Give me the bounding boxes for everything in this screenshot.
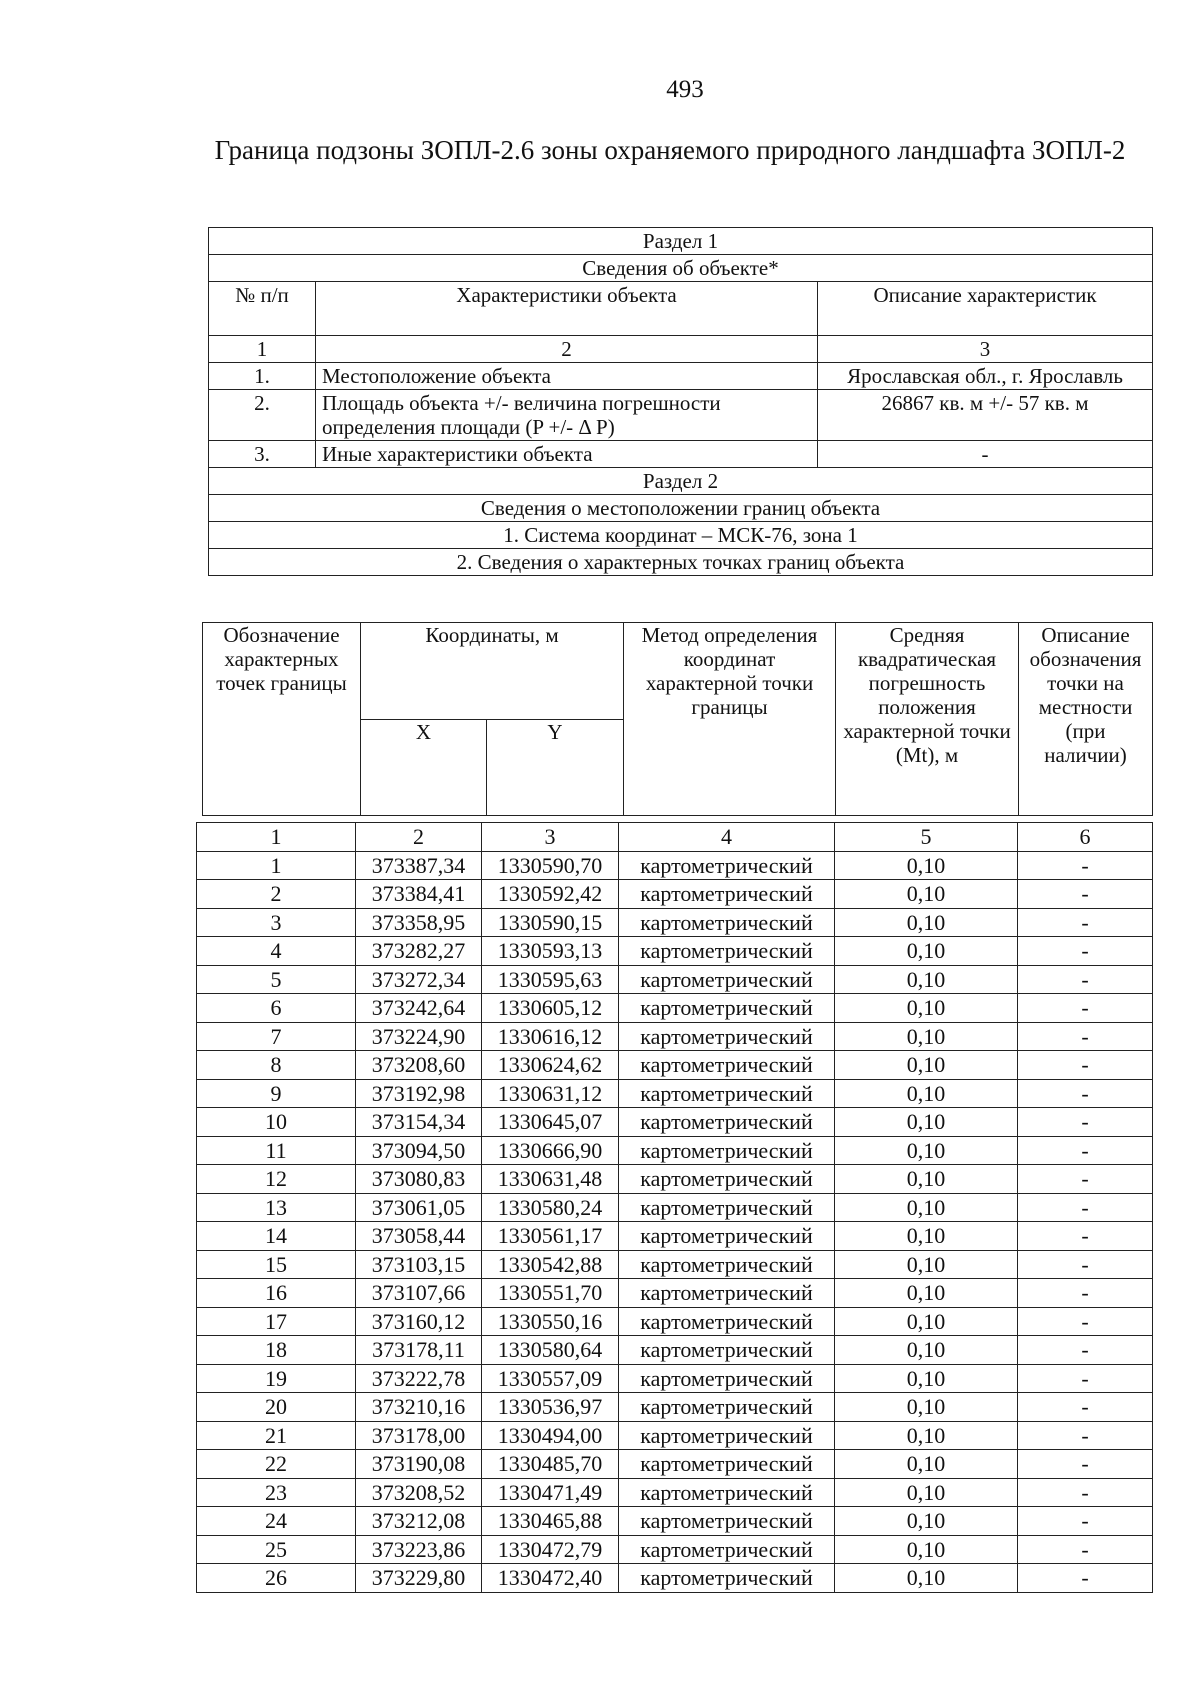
point-number: 8 <box>197 1051 356 1080</box>
table-row <box>197 1421 1153 1450</box>
coord-x: 373358,95 <box>356 908 482 937</box>
method: картометрический <box>619 851 835 880</box>
row-characteristic: Местоположение объекта <box>316 363 818 390</box>
point-description: - <box>1018 1108 1153 1137</box>
table-row <box>197 1165 1153 1194</box>
coord-y: 1330465,88 <box>482 1507 619 1536</box>
header-method: Метод определения координат характерной точки границы <box>624 623 836 816</box>
coord-x: 373242,64 <box>356 994 482 1023</box>
col-index: 1 <box>209 336 316 363</box>
coord-y: 1330550,16 <box>482 1307 619 1336</box>
method: картометрический <box>619 1165 835 1194</box>
mean-error: 0,10 <box>835 1507 1018 1536</box>
table-row <box>197 1393 1153 1422</box>
point-number: 19 <box>197 1364 356 1393</box>
coord-y: 1330631,12 <box>482 1079 619 1108</box>
coord-x: 373224,90 <box>356 1022 482 1051</box>
col-header-description: Описание характеристик <box>818 282 1153 336</box>
point-description: - <box>1018 1336 1153 1365</box>
mean-error: 0,10 <box>835 880 1018 909</box>
point-number: 14 <box>197 1222 356 1251</box>
point-description: - <box>1018 1478 1153 1507</box>
point-number: 16 <box>197 1279 356 1308</box>
method: картометрический <box>619 1421 835 1450</box>
method: картометрический <box>619 1478 835 1507</box>
column-index-row <box>197 823 1153 852</box>
point-description: - <box>1018 1393 1153 1422</box>
coord-x: 373208,60 <box>356 1051 482 1080</box>
col-header-characteristics: Характеристики объекта <box>316 282 818 336</box>
point-description: - <box>1018 880 1153 909</box>
table-row <box>197 1478 1153 1507</box>
mean-error: 0,10 <box>835 1564 1018 1593</box>
mean-error: 0,10 <box>835 1535 1018 1564</box>
point-description: - <box>1018 994 1153 1023</box>
method: картометрический <box>619 1250 835 1279</box>
coord-x: 373384,41 <box>356 880 482 909</box>
section1-heading: Раздел 1 <box>209 228 1153 255</box>
coord-x: 373208,52 <box>356 1478 482 1507</box>
table-row <box>197 1222 1153 1251</box>
col-index: 2 <box>316 336 818 363</box>
point-description: - <box>1018 1279 1153 1308</box>
mean-error: 0,10 <box>835 1478 1018 1507</box>
mean-error: 0,10 <box>835 1051 1018 1080</box>
row-number: 2. <box>209 390 316 441</box>
table-row <box>197 937 1153 966</box>
point-number: 13 <box>197 1193 356 1222</box>
mean-error: 0,10 <box>835 994 1018 1023</box>
coord-x: 373094,50 <box>356 1136 482 1165</box>
mean-error: 0,10 <box>835 1336 1018 1365</box>
mean-error: 0,10 <box>835 1136 1018 1165</box>
method: картометрический <box>619 937 835 966</box>
point-description: - <box>1018 908 1153 937</box>
table-row <box>197 851 1153 880</box>
row-value: - <box>818 441 1153 468</box>
mean-error: 0,10 <box>835 1079 1018 1108</box>
method: картометрический <box>619 1307 835 1336</box>
mean-error: 0,10 <box>835 1193 1018 1222</box>
point-description: - <box>1018 1022 1153 1051</box>
table-row <box>197 880 1153 909</box>
point-number: 5 <box>197 965 356 994</box>
coord-x: 373080,83 <box>356 1165 482 1194</box>
table-row <box>197 1336 1153 1365</box>
mean-error: 0,10 <box>835 1165 1018 1194</box>
coord-y: 1330590,70 <box>482 851 619 880</box>
point-description: - <box>1018 1450 1153 1479</box>
method: картометрический <box>619 1279 835 1308</box>
method: картометрический <box>619 1136 835 1165</box>
point-description: - <box>1018 1507 1153 1536</box>
col-index: 2 <box>356 823 482 852</box>
method: картометрический <box>619 1079 835 1108</box>
points-table <box>196 822 1153 1593</box>
method: картометрический <box>619 1022 835 1051</box>
mean-error: 0,10 <box>835 851 1018 880</box>
header-coordinates: Координаты, м <box>361 623 624 720</box>
coord-y: 1330605,12 <box>482 994 619 1023</box>
col-index: 5 <box>835 823 1018 852</box>
col-index: 3 <box>818 336 1153 363</box>
point-number: 3 <box>197 908 356 937</box>
header-designation: Обозначение характерных точек границы <box>203 623 361 816</box>
point-number: 2 <box>197 880 356 909</box>
table-row <box>197 1108 1153 1137</box>
coord-y: 1330592,42 <box>482 880 619 909</box>
points-heading: 2. Сведения о характерных точках границ объекта <box>209 549 1153 576</box>
coord-x: 373210,16 <box>356 1393 482 1422</box>
coord-x: 373387,34 <box>356 851 482 880</box>
header-error: Средняя квадратическая погрешность положения характерной точки (Mt), м <box>836 623 1019 816</box>
mean-error: 0,10 <box>835 1364 1018 1393</box>
mean-error: 0,10 <box>835 937 1018 966</box>
table-row <box>197 1136 1153 1165</box>
point-description: - <box>1018 1564 1153 1593</box>
row-characteristic: Иные характеристики объекта <box>316 441 818 468</box>
coord-y: 1330580,24 <box>482 1193 619 1222</box>
method: картометрический <box>619 880 835 909</box>
point-number: 17 <box>197 1307 356 1336</box>
coord-x: 373058,44 <box>356 1222 482 1251</box>
point-description: - <box>1018 1307 1153 1336</box>
point-number: 6 <box>197 994 356 1023</box>
point-number: 9 <box>197 1079 356 1108</box>
coord-x: 373107,66 <box>356 1279 482 1308</box>
coord-x: 373282,27 <box>356 937 482 966</box>
object-info-table <box>208 227 1153 576</box>
coord-x: 373190,08 <box>356 1450 482 1479</box>
point-description: - <box>1018 1165 1153 1194</box>
col-index: 1 <box>197 823 356 852</box>
coord-y: 1330472,79 <box>482 1535 619 1564</box>
point-number: 10 <box>197 1108 356 1137</box>
row-value: 26867 кв. м +/- 57 кв. м <box>818 390 1153 441</box>
method: картометрический <box>619 1193 835 1222</box>
header-y: Y <box>487 719 624 816</box>
point-description: - <box>1018 1079 1153 1108</box>
method: картометрический <box>619 1535 835 1564</box>
point-number: 12 <box>197 1165 356 1194</box>
table-row <box>197 1079 1153 1108</box>
col-header-num: № п/п <box>209 282 316 336</box>
coord-y: 1330593,13 <box>482 937 619 966</box>
table-row <box>197 994 1153 1023</box>
coord-y: 1330557,09 <box>482 1364 619 1393</box>
table-row <box>209 363 1153 390</box>
point-number: 18 <box>197 1336 356 1365</box>
point-number: 21 <box>197 1421 356 1450</box>
point-number: 7 <box>197 1022 356 1051</box>
row-value: Ярославская обл., г. Ярославль <box>818 363 1153 390</box>
table-row <box>197 1307 1153 1336</box>
table-row <box>197 1507 1153 1536</box>
table-row <box>197 1022 1153 1051</box>
coord-x: 373229,80 <box>356 1564 482 1593</box>
coord-y: 1330580,64 <box>482 1336 619 1365</box>
method: картометрический <box>619 1450 835 1479</box>
mean-error: 0,10 <box>835 1393 1018 1422</box>
coord-y: 1330561,17 <box>482 1222 619 1251</box>
point-number: 26 <box>197 1564 356 1593</box>
point-number: 20 <box>197 1393 356 1422</box>
method: картометрический <box>619 1336 835 1365</box>
coord-x: 373222,78 <box>356 1364 482 1393</box>
coord-y: 1330616,12 <box>482 1022 619 1051</box>
point-description: - <box>1018 1535 1153 1564</box>
table-row <box>197 1364 1153 1393</box>
coord-y: 1330471,49 <box>482 1478 619 1507</box>
col-index: 3 <box>482 823 619 852</box>
section1-subheading: Сведения об объекте* <box>209 255 1153 282</box>
table-row <box>197 1250 1153 1279</box>
table-row <box>197 1450 1153 1479</box>
mean-error: 0,10 <box>835 1222 1018 1251</box>
row-number: 3. <box>209 441 316 468</box>
coord-y: 1330595,63 <box>482 965 619 994</box>
coord-x: 373154,34 <box>356 1108 482 1137</box>
coord-x: 373192,98 <box>356 1079 482 1108</box>
coord-y: 1330666,90 <box>482 1136 619 1165</box>
method: картометрический <box>619 1393 835 1422</box>
table-row <box>197 965 1153 994</box>
table-row <box>209 441 1153 468</box>
coord-x: 373160,12 <box>356 1307 482 1336</box>
mean-error: 0,10 <box>835 1421 1018 1450</box>
point-number: 22 <box>197 1450 356 1479</box>
point-description: - <box>1018 1421 1153 1450</box>
table-row <box>197 1279 1153 1308</box>
coord-y: 1330631,48 <box>482 1165 619 1194</box>
mean-error: 0,10 <box>835 1307 1018 1336</box>
page-title: Граница подзоны ЗОПЛ-2.6 зоны охраняемого природного ландшафта ЗОПЛ-2 <box>214 135 1126 165</box>
table-row <box>197 908 1153 937</box>
coord-y: 1330472,40 <box>482 1564 619 1593</box>
mean-error: 0,10 <box>835 1022 1018 1051</box>
point-description: - <box>1018 937 1153 966</box>
point-description: - <box>1018 1051 1153 1080</box>
col-index: 6 <box>1018 823 1153 852</box>
point-description: - <box>1018 1222 1153 1251</box>
point-number: 25 <box>197 1535 356 1564</box>
point-number: 23 <box>197 1478 356 1507</box>
mean-error: 0,10 <box>835 965 1018 994</box>
coord-y: 1330542,88 <box>482 1250 619 1279</box>
table-row <box>197 1193 1153 1222</box>
mean-error: 0,10 <box>835 908 1018 937</box>
mean-error: 0,10 <box>835 1450 1018 1479</box>
method: картометрический <box>619 1051 835 1080</box>
table-row <box>197 1535 1153 1564</box>
coord-x: 373212,08 <box>356 1507 482 1536</box>
coord-y: 1330645,07 <box>482 1108 619 1137</box>
table-row <box>197 1564 1153 1593</box>
page-number: 493 <box>666 76 704 103</box>
point-description: - <box>1018 851 1153 880</box>
point-number: 4 <box>197 937 356 966</box>
point-description: - <box>1018 1250 1153 1279</box>
coord-y: 1330494,00 <box>482 1421 619 1450</box>
method: картометрический <box>619 1564 835 1593</box>
method: картометрический <box>619 1364 835 1393</box>
point-number: 15 <box>197 1250 356 1279</box>
coord-y: 1330590,15 <box>482 908 619 937</box>
point-description: - <box>1018 965 1153 994</box>
coord-x: 373272,34 <box>356 965 482 994</box>
section2-subheading: Сведения о местоположении границ объекта <box>209 495 1153 522</box>
coord-y: 1330551,70 <box>482 1279 619 1308</box>
coordinate-system: 1. Система координат – МСК-76, зона 1 <box>209 522 1153 549</box>
method: картометрический <box>619 965 835 994</box>
point-number: 1 <box>197 851 356 880</box>
coord-y: 1330485,70 <box>482 1450 619 1479</box>
col-index: 4 <box>619 823 835 852</box>
coord-x: 373178,00 <box>356 1421 482 1450</box>
row-characteristic: Площадь объекта +/- величина погрешности определения площади (P +/- Δ P) <box>316 390 818 441</box>
point-number: 24 <box>197 1507 356 1536</box>
points-header-table <box>202 622 1153 816</box>
section2-heading: Раздел 2 <box>209 468 1153 495</box>
coord-x: 373103,15 <box>356 1250 482 1279</box>
mean-error: 0,10 <box>835 1108 1018 1137</box>
method: картометрический <box>619 908 835 937</box>
point-number: 11 <box>197 1136 356 1165</box>
method: картометрический <box>619 1507 835 1536</box>
method: картометрический <box>619 1222 835 1251</box>
point-description: - <box>1018 1193 1153 1222</box>
coord-x: 373178,11 <box>356 1336 482 1365</box>
mean-error: 0,10 <box>835 1250 1018 1279</box>
mean-error: 0,10 <box>835 1279 1018 1308</box>
coord-x: 373223,86 <box>356 1535 482 1564</box>
header-x: X <box>361 719 487 816</box>
method: картометрический <box>619 1108 835 1137</box>
point-description: - <box>1018 1136 1153 1165</box>
coord-y: 1330624,62 <box>482 1051 619 1080</box>
coord-y: 1330536,97 <box>482 1393 619 1422</box>
table-row <box>197 1051 1153 1080</box>
method: картометрический <box>619 994 835 1023</box>
header-description: Описание обозначения точки на местности (при наличии) <box>1019 623 1153 816</box>
point-description: - <box>1018 1364 1153 1393</box>
coord-x: 373061,05 <box>356 1193 482 1222</box>
row-number: 1. <box>209 363 316 390</box>
table-row <box>209 390 1153 441</box>
